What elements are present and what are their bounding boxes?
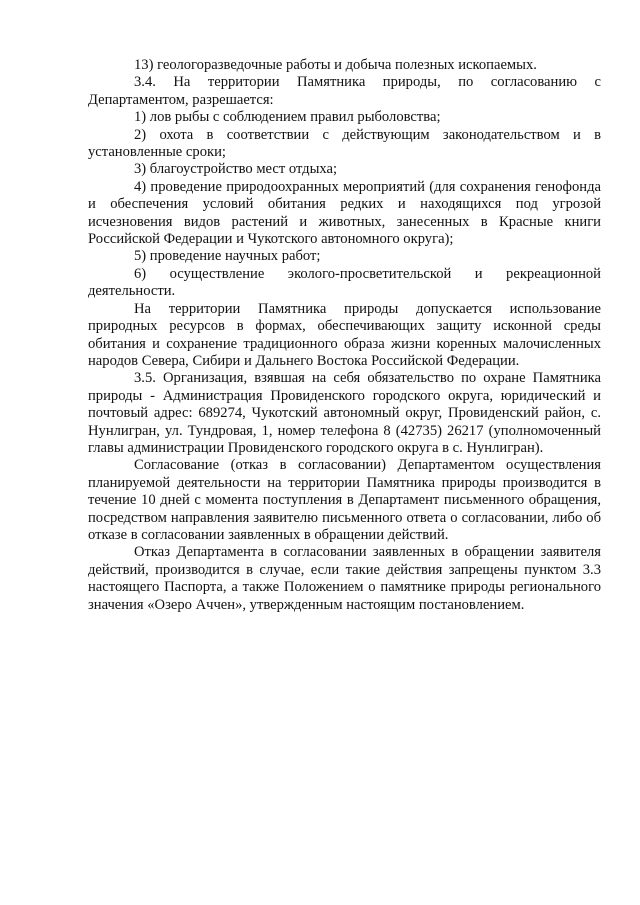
paragraph-indigenous-use: На территории Памятника природы допускается использование природных ресурсов в формах, обеспечивающих защиту исконной среды обитания и сохранение традиционного образа жизни коренных малочисленных народов Севера, Сибири и Дальнего Востока Российской Федерации. — [88, 300, 601, 369]
list-item-4-conservation-measures: 4) проведение природоохранных мероприятий (для сохранения генофонда и обеспечения условий обитания редких и находящихся под угрозой исчезновения видов растений и животных, занесенных в Красные книги Российской Федерации и Чукотского автономного округа); — [88, 178, 601, 248]
paragraph-refusal-grounds: Отказ Департамента в согласовании заявленных в обращении заявителя действий, производится в случае, если такие действия запрещены пунктом 3.3 настоящего Паспорта, а также Положением о памятнике природы регионального значения «Озеро Аччен», утвержденным настоящим постановлением. — [88, 544, 601, 613]
section-3-5-protecting-organization: 3.5. Организация, взявшая на себя обязательство по охране Памятника природы - Администрация Провиденского городского округа, юридический и почтовый адрес: 689274, Чукотский автономный округ, Провиденский район, с. Нунлигран, ул. Тундровая, 1, номер телефона 8 (42735) 26217 (уполномоченный главы администрации Провиденского городского округа в с. Нунлигран). — [88, 370, 601, 456]
paragraph-approval-procedure: Согласование (отказ в согласовании) Департаментом осуществления планируемой деятельности на территории Памятника природы производится в течение 10 дней с момента поступления в Департамент письменного обращения, посредством направления заявителю письменного ответа о согласовании, либо об отказе в согласовании заявленных в обращении действий. — [88, 457, 601, 543]
list-item-1-fishing: 1) лов рыбы с соблюдением правил рыболовства; — [134, 109, 441, 126]
list-item-13-geological-works: 13) геологоразведочные работы и добыча полезных ископаемых. — [134, 57, 537, 73]
list-item-6-eco-education: 6) осуществление эколого-просветительской и рекреационной деятельности. — [88, 265, 601, 300]
document-page — [88, 57, 601, 614]
list-item-5-scientific-work: 5) проведение научных работ; — [134, 248, 321, 265]
list-item-2-hunting: 2) охота в соответствии с действующим законодательством и в установленные сроки; — [88, 126, 601, 161]
section-3-4-heading: 3.4. На территории Памятника природы, по согласованию с Департаментом, разрешается: — [88, 74, 601, 108]
list-item-3-recreation-areas: 3) благоустройство мест отдыха; — [134, 161, 338, 178]
